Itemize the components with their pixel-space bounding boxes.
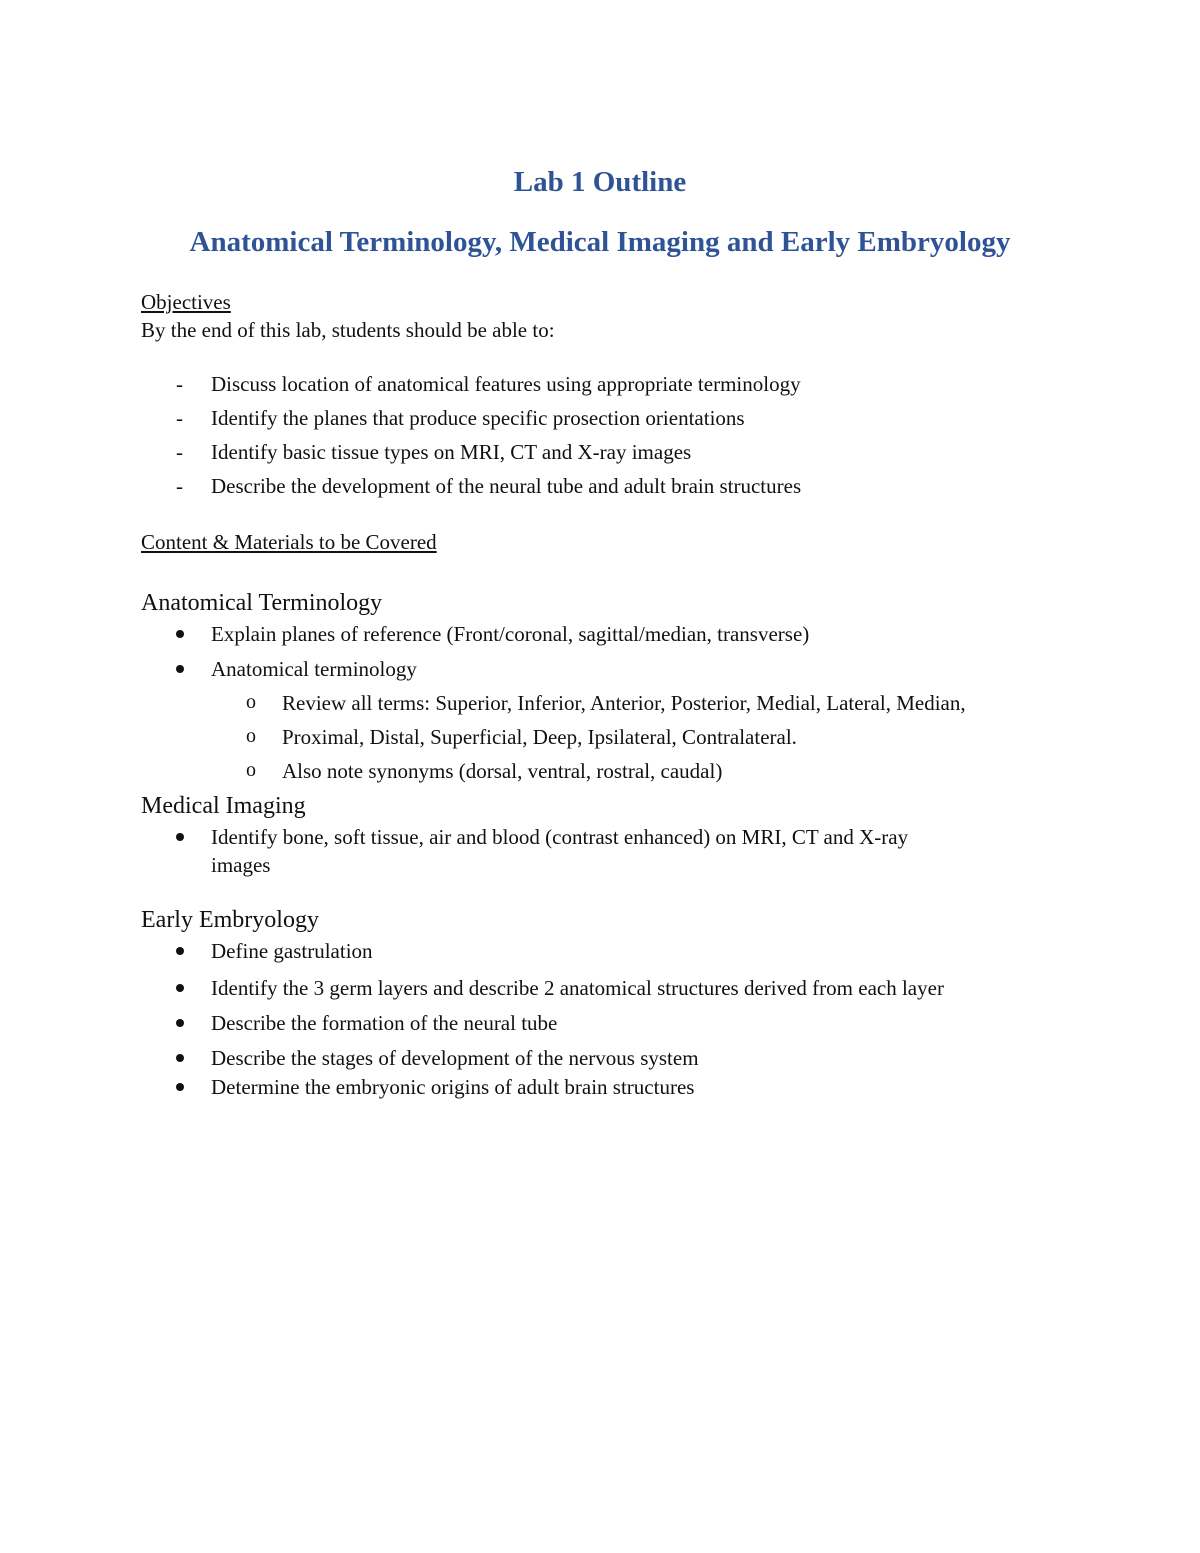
list-item	[0, 474, 1200, 504]
section-heading-embryology: Early Embryology	[141, 907, 319, 933]
bullet-icon	[176, 984, 184, 992]
bullet-text: Describe the stages of development of the nervous system	[211, 1046, 699, 1070]
list-item	[0, 440, 1200, 470]
content-heading: Content & Materials to be Covered	[141, 530, 437, 554]
page-title: Lab 1 Outline	[513, 166, 687, 198]
objective-text: Identify the planes that produce specific prosection orientations	[211, 406, 745, 430]
bullet-text: Define gastrulation	[211, 939, 373, 963]
list-item	[0, 939, 1200, 969]
list-item	[0, 1011, 1200, 1041]
bullet-icon	[176, 947, 184, 955]
sub-bullet-text: Also note synonyms (dorsal, ventral, rostral, caudal)	[282, 759, 723, 783]
circle-marker: o	[246, 725, 256, 747]
bullet-icon	[176, 1083, 184, 1091]
list-item	[0, 1075, 1200, 1105]
objective-text: Describe the development of the neural tube and adult brain structures	[211, 474, 802, 498]
bullet-icon	[176, 833, 184, 841]
page-subtitle: Anatomical Terminology, Medical Imaging and Early Embryology	[189, 226, 1011, 258]
bullet-icon	[176, 665, 184, 673]
list-item	[0, 372, 1200, 402]
sub-bullet-text: Proximal, Distal, Superficial, Deep, Ipsilateral, Contralateral.	[282, 725, 797, 749]
bullet-text: Identify the 3 germ layers and describe 2 anatomical structures derived from each layer	[211, 976, 944, 1000]
circle-marker: o	[246, 759, 256, 781]
section-heading-imaging: Medical Imaging	[141, 793, 306, 819]
bullet-text-continuation: images	[211, 853, 271, 877]
list-item	[0, 976, 1200, 1006]
list-item	[0, 622, 1200, 652]
sub-list-item	[0, 759, 1200, 789]
objectives-intro: By the end of this lab, students should be able to:	[141, 318, 555, 342]
sub-list-item	[0, 691, 1200, 721]
list-item	[0, 1046, 1200, 1076]
bullet-icon	[176, 1019, 184, 1027]
dash-marker: -	[176, 372, 183, 396]
dash-marker: -	[176, 474, 183, 498]
list-item	[0, 406, 1200, 436]
bullet-text: Explain planes of reference (Front/coronal, sagittal/median, transverse)	[211, 622, 810, 646]
list-item	[0, 825, 1200, 855]
sub-list-item	[0, 725, 1200, 755]
bullet-text: Anatomical terminology	[211, 657, 417, 681]
list-item-continuation	[0, 853, 1200, 883]
objective-text: Discuss location of anatomical features using appropriate terminology	[211, 372, 801, 396]
list-item	[0, 657, 1200, 687]
bullet-text: Determine the embryonic origins of adult brain structures	[211, 1075, 695, 1099]
dash-marker: -	[176, 406, 183, 430]
bullet-text: Describe the formation of the neural tube	[211, 1011, 558, 1035]
circle-marker: o	[246, 691, 256, 713]
section-heading-anatomical: Anatomical Terminology	[141, 590, 383, 616]
sub-bullet-text: Review all terms: Superior, Inferior, Anterior, Posterior, Medial, Lateral, Median,	[282, 691, 966, 715]
bullet-icon	[176, 630, 184, 638]
bullet-text: Identify bone, soft tissue, air and blood (contrast enhanced) on MRI, CT and X-ray	[211, 825, 909, 849]
bullet-icon	[176, 1054, 184, 1062]
dash-marker: -	[176, 440, 183, 464]
objectives-heading: Objectives	[141, 290, 231, 314]
objective-text: Identify basic tissue types on MRI, CT and X-ray images	[211, 440, 692, 464]
